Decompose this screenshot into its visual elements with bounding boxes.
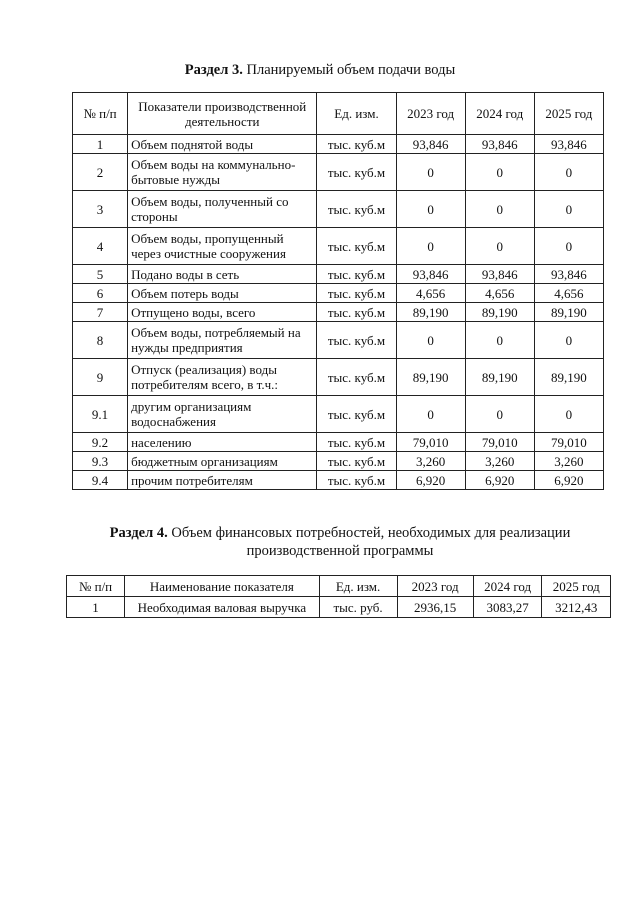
water-supply-table (72, 92, 604, 490)
value-2025: 93,846 (534, 265, 603, 284)
unit: тыс. куб.м (317, 284, 396, 303)
value-2025: 0 (534, 396, 603, 433)
indicator-name: Объем воды на коммунально-бытовые нужды (128, 154, 317, 191)
row-number: 7 (73, 303, 128, 322)
indicator-name: Объем поднятой воды (128, 135, 317, 154)
row-number: 9 (73, 359, 128, 396)
value-2024: 3,260 (465, 452, 534, 471)
indicator-name: населению (128, 433, 317, 452)
unit: тыс. куб.м (317, 228, 396, 265)
value-2024: 0 (465, 396, 534, 433)
table-row (73, 396, 604, 433)
value-2025: 0 (534, 154, 603, 191)
value-2023: 0 (396, 154, 465, 191)
value-2025: 3212,43 (542, 597, 611, 618)
value-2025: 0 (534, 322, 603, 359)
row-number: 9.1 (73, 396, 128, 433)
value-2023: 0 (396, 322, 465, 359)
financial-needs-table-body (67, 597, 611, 618)
value-2023: 93,846 (396, 135, 465, 154)
unit: тыс. куб.м (317, 322, 396, 359)
value-2025: 3,260 (534, 452, 603, 471)
value-2024: 93,846 (465, 265, 534, 284)
section-3-label: Раздел 3. (184, 62, 243, 78)
value-2024: 79,010 (465, 433, 534, 452)
value-2025: 0 (534, 191, 603, 228)
table-row (73, 322, 604, 359)
indicator-name: Объем воды, пропущенный через очистные сооружения (128, 228, 317, 265)
unit: тыс. куб.м (317, 265, 396, 284)
value-2025: 6,920 (534, 471, 603, 490)
value-2025: 93,846 (534, 135, 603, 154)
row-number: 9.3 (73, 452, 128, 471)
unit: тыс. куб.м (317, 303, 396, 322)
table-row (73, 191, 604, 228)
header-unit: Ед. изм. (317, 93, 396, 135)
table-row (73, 452, 604, 471)
water-supply-table-body (73, 135, 604, 490)
value-2023: 93,846 (396, 265, 465, 284)
value-2024: 89,190 (465, 359, 534, 396)
header-unit: Ед. изм. (319, 576, 397, 597)
indicator-name: Подано воды в сеть (128, 265, 317, 284)
value-2024: 3083,27 (473, 597, 542, 618)
value-2023: 3,260 (396, 452, 465, 471)
indicator-name: прочим потребителям (128, 471, 317, 490)
unit: тыс. куб.м (317, 359, 396, 396)
unit: тыс. куб.м (317, 452, 396, 471)
section-4-title (80, 524, 600, 560)
row-number: 5 (73, 265, 128, 284)
header-year-2024: 2024 год (465, 93, 534, 135)
row-number: 2 (73, 154, 128, 191)
value-2023: 79,010 (396, 433, 465, 452)
value-2023: 4,656 (396, 284, 465, 303)
value-2023: 89,190 (396, 359, 465, 396)
header-number: № п/п (73, 93, 128, 135)
section-3-title (0, 61, 640, 79)
indicator-name: другим организациям водоснабжения (128, 396, 317, 433)
section-3-heading-text: Планируемый объем подачи воды (242, 62, 456, 78)
value-2025: 89,190 (534, 303, 603, 322)
value-2024: 4,656 (465, 284, 534, 303)
row-number: 9.4 (73, 471, 128, 490)
value-2025: 89,190 (534, 359, 603, 396)
value-2025: 0 (534, 228, 603, 265)
header-indicator-name: Наименование показателя (125, 576, 320, 597)
indicator-name: Объем воды, полученный со стороны (128, 191, 317, 228)
table-row (73, 433, 604, 452)
table-row (67, 597, 611, 618)
value-2023: 0 (396, 191, 465, 228)
header-year-2023: 2023 год (397, 576, 473, 597)
unit: тыс. руб. (319, 597, 397, 618)
unit: тыс. куб.м (317, 154, 396, 191)
table-header-row (67, 576, 611, 597)
header-year-2024: 2024 год (473, 576, 542, 597)
table-header-row (73, 93, 604, 135)
row-number: 8 (73, 322, 128, 359)
value-2024: 0 (465, 228, 534, 265)
row-number: 6 (73, 284, 128, 303)
section-4-label: Раздел 4. (109, 525, 168, 541)
indicator-name: Отпуск (реализация) воды потребителям всего, в т.ч.: (128, 359, 317, 396)
value-2025: 79,010 (534, 433, 603, 452)
indicator-name: бюджетным организациям (128, 452, 317, 471)
unit: тыс. куб.м (317, 433, 396, 452)
row-number: 3 (73, 191, 128, 228)
unit: тыс. куб.м (317, 191, 396, 228)
value-2024: 0 (465, 191, 534, 228)
table-row (73, 284, 604, 303)
value-2023: 6,920 (396, 471, 465, 490)
table-row (73, 303, 604, 322)
value-2025: 4,656 (534, 284, 603, 303)
header-indicators: Показатели производственной деятельности (128, 93, 317, 135)
value-2023: 0 (396, 396, 465, 433)
value-2023: 0 (396, 228, 465, 265)
row-number: 1 (67, 597, 125, 618)
value-2023: 2936,15 (397, 597, 473, 618)
indicator-name: Объем потерь воды (128, 284, 317, 303)
value-2024: 93,846 (465, 135, 534, 154)
header-number: № п/п (67, 576, 125, 597)
table-row (73, 471, 604, 490)
unit: тыс. куб.м (317, 396, 396, 433)
table-row (73, 228, 604, 265)
value-2024: 89,190 (465, 303, 534, 322)
header-year-2025: 2025 год (534, 93, 603, 135)
row-number: 1 (73, 135, 128, 154)
section-4-heading-text: Объем финансовых потребностей, необходимых для реализации производственной программы (167, 525, 571, 559)
row-number: 9.2 (73, 433, 128, 452)
unit: тыс. куб.м (317, 471, 396, 490)
value-2024: 0 (465, 154, 534, 191)
header-year-2025: 2025 год (542, 576, 611, 597)
table-row (73, 265, 604, 284)
indicator-name: Объем воды, потребляемый на нужды предприятия (128, 322, 317, 359)
table-row (73, 154, 604, 191)
header-year-2023: 2023 год (396, 93, 465, 135)
value-2023: 89,190 (396, 303, 465, 322)
indicator-name: Отпущено воды, всего (128, 303, 317, 322)
table-row (73, 135, 604, 154)
unit: тыс. куб.м (317, 135, 396, 154)
value-2024: 0 (465, 322, 534, 359)
value-2024: 6,920 (465, 471, 534, 490)
indicator-name: Необходимая валовая выручка (125, 597, 320, 618)
financial-needs-table (66, 575, 611, 618)
row-number: 4 (73, 228, 128, 265)
table-row (73, 359, 604, 396)
